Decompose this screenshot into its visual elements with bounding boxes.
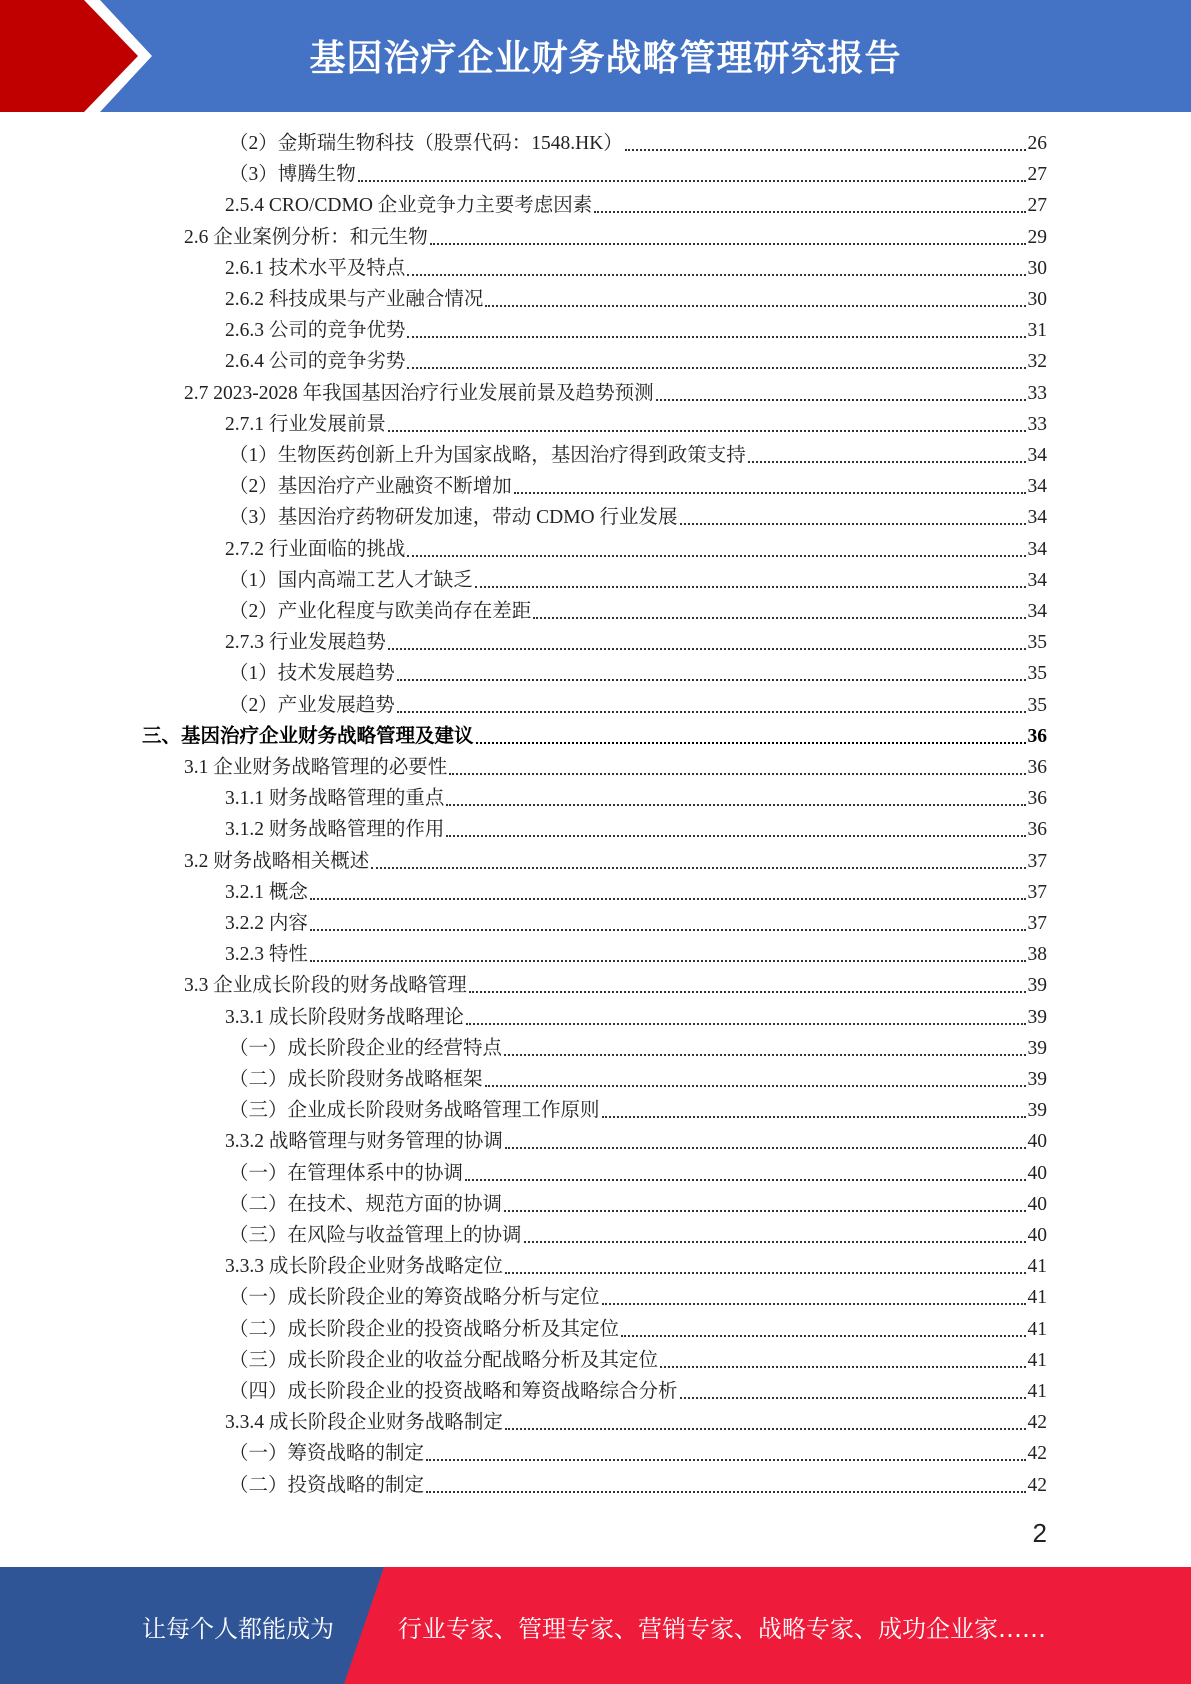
toc-dot-leader xyxy=(446,835,1025,837)
toc-dot-leader xyxy=(748,461,1026,463)
toc-entry-title: 3.3.1 成长阶段财务战略理论 xyxy=(225,1006,464,1028)
toc-entry-page: 36 xyxy=(1027,788,1047,810)
toc-dot-leader xyxy=(504,1210,1025,1212)
toc-dot-leader xyxy=(430,243,1026,245)
toc-dot-leader xyxy=(475,586,1026,588)
toc-entry-title: 3.3.2 战略管理与财务管理的协调 xyxy=(225,1131,503,1153)
toc-entry-title: 2.5.4 CRO/CDMO 企业竞争力主要考虑因素 xyxy=(225,195,593,217)
toc-dot-leader xyxy=(407,336,1025,338)
toc-entry-page: 30 xyxy=(1027,257,1047,279)
toc-entry[interactable] xyxy=(225,252,1047,282)
toc-entry-title: （2）产业化程度与欧美尚存在差距 xyxy=(229,601,532,622)
toc-entry-page: 27 xyxy=(1027,164,1047,186)
toc-entry-title: 3.1.1 财务战略管理的重点 xyxy=(225,788,445,810)
toc-entry[interactable] xyxy=(229,1032,1047,1062)
toc-entry-page: 39 xyxy=(1027,1037,1047,1059)
toc-entry-title: 2.6.2 科技成果与产业融合情况 xyxy=(225,289,484,310)
toc-entry[interactable] xyxy=(225,1125,1047,1155)
toc-entry-title: 3.2.1 概念 xyxy=(225,881,308,903)
toc-entry-page: 34 xyxy=(1027,445,1047,466)
toc-dot-leader xyxy=(524,1241,1026,1243)
toc-entry-title: 3.1 企业财务战略管理的必要性 xyxy=(184,757,448,778)
toc-entry-title: （1）国内高端工艺人才缺乏 xyxy=(229,569,473,591)
toc-entry-page: 42 xyxy=(1027,1412,1047,1434)
toc-dot-leader xyxy=(426,1459,1025,1461)
toc-entry-page: 41 xyxy=(1027,1381,1047,1402)
toc-entry-title: 2.7.1 行业发展前景 xyxy=(225,413,386,435)
toc-dot-leader xyxy=(358,180,1026,182)
toc-entry[interactable] xyxy=(229,158,1047,188)
toc-dot-leader xyxy=(485,305,1025,307)
toc-entry-page: 42 xyxy=(1027,1474,1047,1496)
toc-entry[interactable] xyxy=(184,751,1047,781)
toc-entry-page: 29 xyxy=(1027,226,1047,248)
toc-entry-title: （一）成长阶段企业的筹资战略分析与定位 xyxy=(229,1287,600,1309)
toc-entry-title: （2）产业发展趋势 xyxy=(229,694,395,716)
toc-entry-page: 36 xyxy=(1027,819,1047,841)
toc-entry-page: 41 xyxy=(1027,1318,1047,1340)
toc-entry-page: 39 xyxy=(1027,1006,1047,1028)
footer-slogan-left: 让每个人都能成为 xyxy=(142,1615,334,1643)
toc-entry-page: 38 xyxy=(1027,944,1047,966)
toc-dot-leader xyxy=(680,523,1026,525)
toc-entry-title: （四）成长阶段企业的投资战略和筹资战略综合分析 xyxy=(229,1381,678,1402)
footer-banner xyxy=(0,1567,1191,1684)
toc-entry-title: （一）筹资战略的制定 xyxy=(229,1443,425,1465)
toc-entry-title: （二）投资战略的制定 xyxy=(229,1474,425,1496)
toc-dot-leader xyxy=(594,211,1025,213)
toc-entry[interactable] xyxy=(229,689,1047,719)
toc-entry-title: （一）在管理体系中的协调 xyxy=(229,1162,464,1184)
toc-dot-leader xyxy=(371,867,1025,869)
toc-dot-leader xyxy=(514,492,1026,494)
toc-entry[interactable] xyxy=(225,533,1047,563)
toc-entry[interactable] xyxy=(229,1188,1047,1218)
toc-entry-page: 40 xyxy=(1027,1131,1047,1153)
toc-entry-page: 35 xyxy=(1027,663,1047,685)
toc-entry-title: 2.7.2 行业面临的挑战 xyxy=(225,538,406,560)
toc-entry-page: 26 xyxy=(1027,133,1047,154)
toc-entry-page: 40 xyxy=(1027,1225,1047,1246)
toc-entry[interactable] xyxy=(225,1001,1047,1031)
toc-dot-leader xyxy=(465,1179,1025,1181)
toc-entry[interactable] xyxy=(229,595,1047,625)
toc-entry[interactable] xyxy=(229,1157,1047,1187)
toc-entry[interactable] xyxy=(229,470,1047,500)
toc-entry-title: 3.2.3 特性 xyxy=(225,944,308,966)
toc-entry-title: 2.6.1 技术水平及特点 xyxy=(225,257,406,279)
toc-dot-leader xyxy=(388,430,1026,432)
toc-dot-leader xyxy=(505,1428,1026,1430)
toc-entry-title: 3.2 财务战略相关概述 xyxy=(184,850,370,872)
toc-entry-page: 36 xyxy=(1027,725,1047,747)
toc-entry-page: 39 xyxy=(1027,975,1047,997)
toc-dot-leader xyxy=(407,274,1025,276)
toc-entry-title: （三）企业成长阶段财务战略管理工作原则 xyxy=(229,1100,600,1122)
toc-entry[interactable] xyxy=(229,564,1047,594)
toc-dot-leader xyxy=(397,679,1026,681)
toc-entry[interactable] xyxy=(225,1406,1047,1436)
toc-entry[interactable] xyxy=(229,1219,1047,1249)
toc-dot-leader xyxy=(449,773,1025,775)
toc-entry[interactable] xyxy=(184,969,1047,999)
toc-entry[interactable] xyxy=(229,657,1047,687)
toc-entry[interactable] xyxy=(225,813,1047,843)
toc-entry-title: 3.2.2 内容 xyxy=(225,913,308,934)
toc-entry-title: 2.6.3 公司的竞争优势 xyxy=(225,320,406,342)
toc-entry-title: 3.3.3 成长阶段企业财务战略定位 xyxy=(225,1256,503,1278)
toc-dot-leader xyxy=(397,711,1026,713)
toc-entry-page: 39 xyxy=(1027,1100,1047,1122)
header-banner xyxy=(0,0,1191,112)
toc-entry-page: 30 xyxy=(1027,289,1047,310)
toc-entry[interactable] xyxy=(225,626,1047,656)
footer-slogan-right: 行业专家、管理专家、营销专家、战略专家、成功企业家…… xyxy=(398,1615,1046,1643)
toc-entry[interactable] xyxy=(225,938,1047,968)
toc-dot-leader xyxy=(388,648,1026,650)
toc-entry-title: （一）成长阶段企业的经营特点 xyxy=(229,1037,503,1059)
toc-entry-page: 41 xyxy=(1027,1287,1047,1309)
toc-dot-leader xyxy=(602,1303,1026,1305)
toc-entry-page: 40 xyxy=(1027,1162,1047,1184)
toc-entry-title: （3）博腾生物 xyxy=(229,164,356,186)
toc-entry-page: 36 xyxy=(1027,757,1047,778)
toc-entry-page: 33 xyxy=(1027,382,1047,404)
toc-entry[interactable] xyxy=(229,127,1047,157)
toc-entry-page: 41 xyxy=(1027,1349,1047,1371)
toc-dot-leader xyxy=(485,1085,1026,1087)
toc-entry-page: 40 xyxy=(1027,1193,1047,1215)
toc-entry-title: （1）生物医药创新上升为国家战略，基因治疗得到政策支持 xyxy=(229,445,746,466)
toc-entry[interactable] xyxy=(229,1063,1047,1093)
toc-entry-title: 2.7.3 行业发展趋势 xyxy=(225,632,386,654)
toc-entry-title: （三）在风险与收益管理上的协调 xyxy=(229,1225,522,1246)
toc-entry-page: 34 xyxy=(1027,507,1047,529)
toc-entry-page: 31 xyxy=(1027,320,1047,342)
toc-dot-leader xyxy=(680,1397,1026,1399)
toc-entry[interactable] xyxy=(225,907,1047,937)
toc-entry[interactable] xyxy=(142,720,1047,750)
toc-entry-page: 39 xyxy=(1027,1069,1047,1090)
toc-entry-page: 32 xyxy=(1027,351,1047,373)
toc-dot-leader xyxy=(446,804,1025,806)
toc-entry[interactable] xyxy=(229,1281,1047,1311)
toc-entry[interactable] xyxy=(229,1375,1047,1405)
toc-entry-page: 37 xyxy=(1027,881,1047,903)
toc-entry[interactable] xyxy=(225,283,1047,313)
toc-dot-leader xyxy=(504,1054,1025,1056)
toc-entry-title: （三）成长阶段企业的收益分配战略分析及其定位 xyxy=(229,1349,659,1371)
toc-entry[interactable] xyxy=(184,845,1047,875)
toc-entry[interactable] xyxy=(229,439,1047,469)
toc-entry[interactable] xyxy=(225,314,1047,344)
toc-entry-title: 2.6.4 公司的竞争劣势 xyxy=(225,351,406,373)
toc-entry[interactable] xyxy=(225,782,1047,812)
toc-dot-leader xyxy=(310,898,1026,900)
toc-dot-leader xyxy=(625,149,1026,151)
toc-dot-leader xyxy=(310,960,1026,962)
toc-entry-title: 3.3.4 成长阶段企业财务战略制定 xyxy=(225,1412,503,1434)
toc-entry-page: 37 xyxy=(1027,913,1047,934)
toc-entry-title: （3）基因治疗药物研发加速，带动 CDMO 行业发展 xyxy=(229,507,678,529)
toc-entry[interactable] xyxy=(229,1469,1047,1499)
toc-dot-leader xyxy=(505,1272,1026,1274)
page-number: 2 xyxy=(1032,1518,1047,1548)
toc-dot-leader xyxy=(407,367,1025,369)
toc-entry-page: 34 xyxy=(1027,476,1047,498)
toc-dot-leader xyxy=(466,1023,1026,1025)
toc-entry-page: 35 xyxy=(1027,694,1047,716)
toc-entry[interactable] xyxy=(229,1313,1047,1343)
toc-dot-leader xyxy=(310,929,1026,931)
toc-entry-page: 34 xyxy=(1027,569,1047,591)
toc-entry-title: （1）技术发展趋势 xyxy=(229,663,395,685)
toc-entry[interactable] xyxy=(225,876,1047,906)
toc-entry-title: 2.6 企业案例分析：和元生物 xyxy=(184,226,428,248)
toc-dot-leader xyxy=(426,1491,1025,1493)
toc-entry-title: （二）在技术、规范方面的协调 xyxy=(229,1193,503,1215)
toc-entry[interactable] xyxy=(225,408,1047,438)
toc-entry[interactable] xyxy=(229,1094,1047,1124)
toc-entry-page: 42 xyxy=(1027,1443,1047,1465)
toc-entry-page: 34 xyxy=(1027,601,1047,622)
toc-entry-title: 三、基因治疗企业财务战略管理及建议 xyxy=(142,725,474,747)
toc-dot-leader xyxy=(602,1116,1026,1118)
toc-entry-title: （二）成长阶段企业的投资战略分析及其定位 xyxy=(229,1318,620,1340)
toc-entry-title: （2）基因治疗产业融资不断增加 xyxy=(229,476,512,498)
toc-entry-page: 41 xyxy=(1027,1256,1047,1278)
toc-dot-leader xyxy=(656,399,1026,401)
report-title: 基因治疗企业财务战略管理研究报告 xyxy=(309,38,902,79)
toc-entry-title: 3.3 企业成长阶段的财务战略管理 xyxy=(184,975,467,997)
toc-entry-title: 2.7 2023-2028 年我国基因治疗行业发展前景及趋势预测 xyxy=(184,382,654,404)
toc-entry-title: （2）金斯瑞生物科技（股票代码：1548.HK） xyxy=(229,133,623,154)
toc-entry-title: 3.1.2 财务战略管理的作用 xyxy=(225,819,445,841)
toc-entry-page: 34 xyxy=(1027,538,1047,560)
toc-entry[interactable] xyxy=(225,189,1047,219)
toc-entry[interactable] xyxy=(184,221,1047,251)
toc-dot-leader xyxy=(505,1147,1026,1149)
toc-entry-page: 33 xyxy=(1027,413,1047,435)
toc-entry[interactable] xyxy=(229,1344,1047,1374)
toc-entry[interactable] xyxy=(225,1250,1047,1280)
toc-dot-leader xyxy=(533,617,1025,619)
toc-dot-leader xyxy=(621,1335,1025,1337)
toc-entry[interactable] xyxy=(225,345,1047,375)
toc-entry[interactable] xyxy=(229,1437,1047,1467)
toc-entry-page: 35 xyxy=(1027,632,1047,654)
toc-entry-page: 27 xyxy=(1027,195,1047,217)
toc-dot-leader xyxy=(469,991,1026,993)
toc-dot-leader xyxy=(407,555,1025,557)
toc-entry-page: 37 xyxy=(1027,850,1047,872)
toc-dot-leader xyxy=(660,1366,1025,1368)
toc-dot-leader xyxy=(476,742,1026,744)
toc-entry[interactable] xyxy=(184,377,1047,407)
toc-entry[interactable] xyxy=(229,501,1047,531)
toc-entry-title: （二）成长阶段财务战略框架 xyxy=(229,1069,483,1090)
